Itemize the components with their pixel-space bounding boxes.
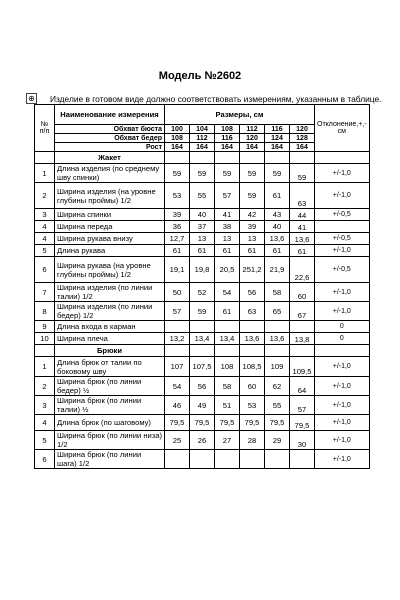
size-value: 56 <box>190 377 215 396</box>
size-value: 61 <box>265 245 290 257</box>
header-num: № п/п <box>35 105 55 152</box>
row-num: 3 <box>35 396 55 415</box>
size-value: 79,5 <box>215 415 240 431</box>
size-value: 55 <box>265 396 290 415</box>
row-num: 4 <box>35 233 55 245</box>
row-num: 1 <box>35 164 55 183</box>
size-value: 61 <box>265 183 290 209</box>
header-row-label: Рост <box>55 143 165 152</box>
header-size-value: 164 <box>215 143 240 152</box>
table-row <box>35 283 370 302</box>
row-label: Длина рукава <box>55 245 165 257</box>
table-row <box>35 221 370 233</box>
size-value: 61 <box>215 245 240 257</box>
size-value: 42 <box>240 209 265 221</box>
row-num: 5 <box>35 245 55 257</box>
size-value: 49 <box>190 396 215 415</box>
size-value: 13,2 <box>165 333 190 345</box>
table-move-handle-icon[interactable]: ⊕ <box>26 93 37 104</box>
table-row <box>35 357 370 377</box>
header-size-value: 120 <box>240 134 265 143</box>
table-row <box>35 302 370 321</box>
table-row <box>35 377 370 396</box>
section-cell <box>165 345 190 357</box>
row-label: Ширина рукава внизу <box>55 233 165 245</box>
row-num: 1 <box>35 357 55 377</box>
size-value: 61 <box>290 245 315 257</box>
header-size-value: 164 <box>240 143 265 152</box>
size-value: 51 <box>215 396 240 415</box>
header-size-value: 112 <box>240 125 265 134</box>
tolerance-value: +/-1,0 <box>315 431 370 450</box>
size-value: 58 <box>265 283 290 302</box>
table-row <box>35 396 370 415</box>
table-row <box>35 321 370 333</box>
size-value: 79,5 <box>265 415 290 431</box>
tolerance-value: +/-1,0 <box>315 396 370 415</box>
size-value: 40 <box>190 209 215 221</box>
row-label: Ширина брюк (по линии талии) ½ <box>55 396 165 415</box>
size-value: 12,7 <box>165 233 190 245</box>
row-label: Ширина изделия (по линии талии) 1/2 <box>55 283 165 302</box>
header-sizes-title: Размеры, см <box>165 105 315 125</box>
row-label: Длина входа в карман <box>55 321 165 333</box>
size-value: 43 <box>265 209 290 221</box>
row-label: Ширина брюк (по линии низа) 1/2 <box>55 431 165 450</box>
size-value <box>240 450 265 469</box>
header-size-value: 164 <box>265 143 290 152</box>
size-value: 108,5 <box>240 357 265 377</box>
table-row <box>35 431 370 450</box>
table-row <box>35 450 370 469</box>
size-value: 59 <box>240 164 265 183</box>
row-num: 4 <box>35 221 55 233</box>
size-value: 63 <box>240 302 265 321</box>
size-value: 65 <box>265 302 290 321</box>
header-tolerance: Отклонение,+,- см <box>315 105 370 152</box>
section-cell <box>215 152 240 164</box>
row-num: 10 <box>35 333 55 345</box>
size-value: 59 <box>290 164 315 183</box>
row-num: 7 <box>35 283 55 302</box>
size-value: 53 <box>165 183 190 209</box>
section-cell <box>290 345 315 357</box>
size-value: 58 <box>215 377 240 396</box>
size-value: 251,2 <box>240 257 265 283</box>
row-label: Ширина изделия (на уровне глубины проймы) 1/2 <box>55 183 165 209</box>
section-cell <box>265 345 290 357</box>
row-label: Ширина плеча <box>55 333 165 345</box>
tolerance-value: +/-1,0 <box>315 245 370 257</box>
size-value: 57 <box>215 183 240 209</box>
size-value: 41 <box>290 221 315 233</box>
page-title: Модель №2602 <box>158 70 242 82</box>
size-value: 44 <box>290 209 315 221</box>
size-value: 62 <box>265 377 290 396</box>
row-label: Ширина брюк (по линии шага) 1/2 <box>55 450 165 469</box>
size-value: 54 <box>165 377 190 396</box>
row-num: 2 <box>35 183 55 209</box>
size-value: 27 <box>215 431 240 450</box>
size-value: 13,4 <box>215 333 240 345</box>
size-value <box>215 450 240 469</box>
tolerance-value: +/-1,0 <box>315 164 370 183</box>
table-row <box>35 164 370 183</box>
tolerance-value: +/-0,5 <box>315 233 370 245</box>
size-value <box>240 321 265 333</box>
size-value <box>290 450 315 469</box>
size-value <box>165 450 190 469</box>
row-label: Ширина переда <box>55 221 165 233</box>
section-num <box>35 152 55 164</box>
header-size-value: 120 <box>290 125 315 134</box>
row-num: 4 <box>35 415 55 431</box>
size-value: 59 <box>265 164 290 183</box>
size-value: 79,5 <box>165 415 190 431</box>
size-value: 61 <box>190 245 215 257</box>
size-value: 29 <box>265 431 290 450</box>
table-row <box>35 415 370 431</box>
tolerance-value: 0 <box>315 321 370 333</box>
size-value: 13 <box>190 233 215 245</box>
section-title: Брюки <box>55 345 165 357</box>
size-value <box>265 450 290 469</box>
size-value <box>190 321 215 333</box>
section-cell <box>190 345 215 357</box>
section-num <box>35 345 55 357</box>
header-size-value: 116 <box>215 134 240 143</box>
size-value: 30 <box>290 431 315 450</box>
header-size-value: 116 <box>265 125 290 134</box>
row-num: 6 <box>35 450 55 469</box>
size-value: 59 <box>190 302 215 321</box>
tolerance-value: +/-0,5 <box>315 257 370 283</box>
size-value: 19,8 <box>190 257 215 283</box>
header-size-value: 108 <box>215 125 240 134</box>
size-value <box>215 321 240 333</box>
size-value: 26 <box>190 431 215 450</box>
header-size-value: 128 <box>290 134 315 143</box>
size-value: 108 <box>215 357 240 377</box>
size-value: 57 <box>165 302 190 321</box>
size-value: 13,8 <box>290 333 315 345</box>
size-value: 21,9 <box>265 257 290 283</box>
header-size-value: 164 <box>190 143 215 152</box>
size-value: 61 <box>215 302 240 321</box>
row-label: Длина изделия (по среднему шву спинки) <box>55 164 165 183</box>
size-value: 36 <box>165 221 190 233</box>
size-value: 50 <box>165 283 190 302</box>
table-row <box>35 333 370 345</box>
header-row-label: Обхват бюста <box>55 125 165 134</box>
section-title: Жакет <box>55 152 165 164</box>
tolerance-value: +/-1,0 <box>315 415 370 431</box>
table-row <box>35 233 370 245</box>
header-size-value: 164 <box>290 143 315 152</box>
size-value: 60 <box>290 283 315 302</box>
table-row <box>35 245 370 257</box>
size-value: 13,6 <box>240 333 265 345</box>
row-label: Ширина спинки <box>55 209 165 221</box>
size-value <box>265 321 290 333</box>
header-size-value: 124 <box>265 134 290 143</box>
size-value: 107 <box>165 357 190 377</box>
size-value: 25 <box>165 431 190 450</box>
size-value: 13 <box>215 233 240 245</box>
measurements-table <box>34 104 370 469</box>
section-cell <box>240 152 265 164</box>
size-value <box>290 321 315 333</box>
section-cell <box>240 345 265 357</box>
size-value: 41 <box>215 209 240 221</box>
tolerance-value: 0 <box>315 333 370 345</box>
size-value: 28 <box>240 431 265 450</box>
row-num: 6 <box>35 257 55 283</box>
size-value: 19,1 <box>165 257 190 283</box>
tolerance-value: +/-1,0 <box>315 302 370 321</box>
size-value: 79,5 <box>290 415 315 431</box>
row-num: 2 <box>35 377 55 396</box>
tolerance-value: +/-1,0 <box>315 183 370 209</box>
row-label: Длина брюк от талии по боковому шву <box>55 357 165 377</box>
header-size-value: 100 <box>165 125 190 134</box>
size-value: 46 <box>165 396 190 415</box>
size-value: 63 <box>290 183 315 209</box>
section-cell <box>290 152 315 164</box>
row-num: 3 <box>35 209 55 221</box>
size-value: 13,6 <box>265 233 290 245</box>
header-row-label: Обхват бедер <box>55 134 165 143</box>
size-value: 61 <box>165 245 190 257</box>
size-value: 109,5 <box>290 357 315 377</box>
size-value: 39 <box>165 209 190 221</box>
note-text: Изделие в готовом виде должно соответствовать измерениям, указанным в таблице. <box>50 94 382 104</box>
size-value <box>190 450 215 469</box>
row-label: Длина брюк (по шаговому) <box>55 415 165 431</box>
section-cell <box>315 345 370 357</box>
size-value: 56 <box>240 283 265 302</box>
size-value: 55 <box>190 183 215 209</box>
table-body <box>35 105 370 469</box>
size-value: 59 <box>165 164 190 183</box>
size-value: 60 <box>240 377 265 396</box>
size-value: 13,6 <box>265 333 290 345</box>
size-value: 54 <box>215 283 240 302</box>
section-row <box>35 152 370 164</box>
size-value: 109 <box>265 357 290 377</box>
size-value: 79,5 <box>240 415 265 431</box>
size-value: 59 <box>240 183 265 209</box>
size-value: 61 <box>240 245 265 257</box>
row-label: Ширина изделия (по линии бедер) 1/2 <box>55 302 165 321</box>
section-cell <box>265 152 290 164</box>
size-value: 38 <box>215 221 240 233</box>
size-value <box>165 321 190 333</box>
row-num: 5 <box>35 431 55 450</box>
size-value: 59 <box>215 164 240 183</box>
section-cell <box>190 152 215 164</box>
tolerance-value: +/-1,0 <box>315 283 370 302</box>
row-label: Ширина брюк (по линии бедер) ½ <box>55 377 165 396</box>
size-value: 40 <box>265 221 290 233</box>
size-value: 64 <box>290 377 315 396</box>
tolerance-value: +/-1,0 <box>315 450 370 469</box>
tolerance-value <box>315 221 370 233</box>
header-size-value: 104 <box>190 125 215 134</box>
header-size-value: 112 <box>190 134 215 143</box>
size-value: 13,6 <box>290 233 315 245</box>
table-row <box>35 209 370 221</box>
row-num: 8 <box>35 302 55 321</box>
size-value: 79,5 <box>190 415 215 431</box>
header-name: Наименование измерения <box>55 105 165 125</box>
tolerance-value: +/-0,5 <box>315 209 370 221</box>
size-value: 67 <box>290 302 315 321</box>
size-value: 57 <box>290 396 315 415</box>
tolerance-value: +/-1,0 <box>315 377 370 396</box>
row-num: 9 <box>35 321 55 333</box>
size-value: 52 <box>190 283 215 302</box>
size-value: 107,5 <box>190 357 215 377</box>
header-size-value: 164 <box>165 143 190 152</box>
size-value: 13 <box>240 233 265 245</box>
section-cell <box>315 152 370 164</box>
section-cell <box>215 345 240 357</box>
row-label: Ширина рукава (на уровне глубины проймы) 1/2 <box>55 257 165 283</box>
tolerance-value: +/-1,0 <box>315 357 370 377</box>
size-value: 20,5 <box>215 257 240 283</box>
section-cell <box>165 152 190 164</box>
size-value: 22,6 <box>290 257 315 283</box>
table-row <box>35 183 370 209</box>
size-value: 37 <box>190 221 215 233</box>
size-value: 13,4 <box>190 333 215 345</box>
header-size-value: 108 <box>165 134 190 143</box>
size-value: 53 <box>240 396 265 415</box>
section-row <box>35 345 370 357</box>
table-row <box>35 257 370 283</box>
size-value: 39 <box>240 221 265 233</box>
size-value: 59 <box>190 164 215 183</box>
